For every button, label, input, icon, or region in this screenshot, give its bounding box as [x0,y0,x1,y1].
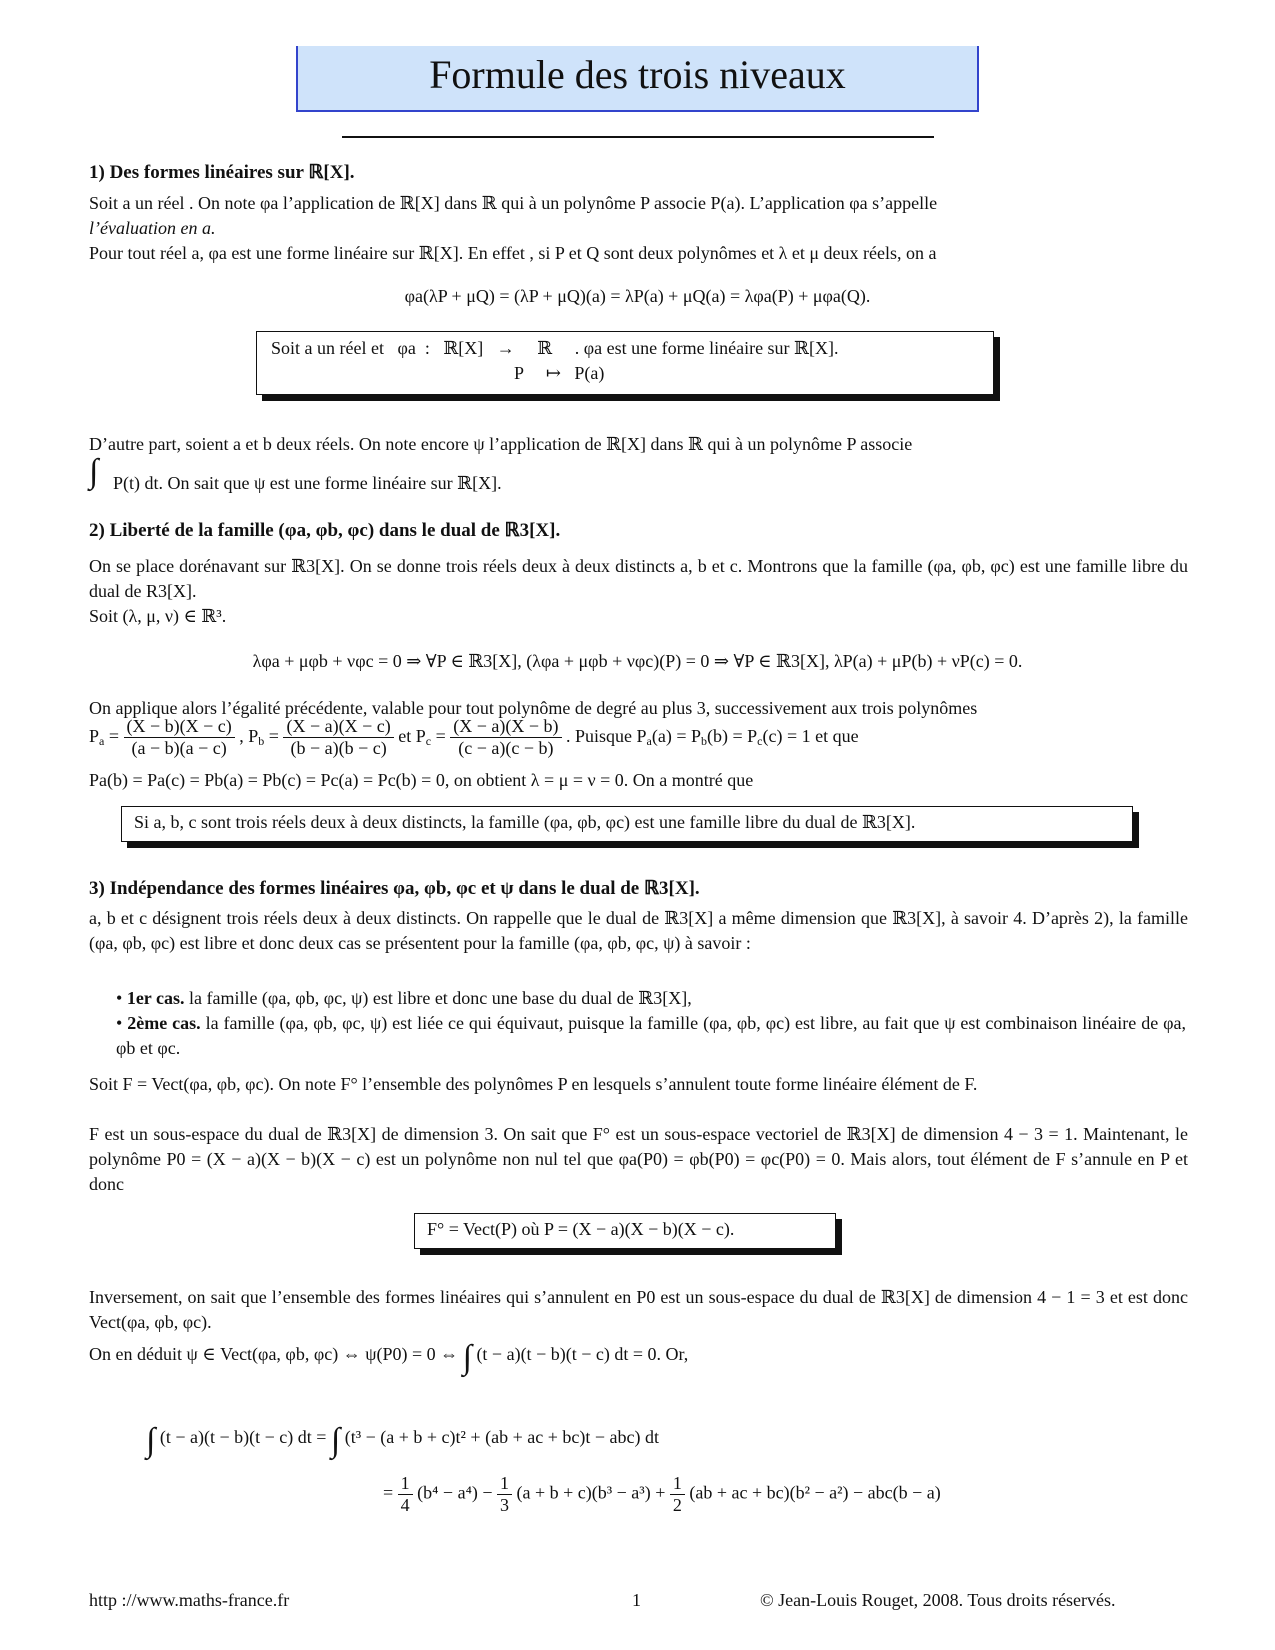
section-3-heading: 3) Indépendance des formes linéaires φa, φb, φc et ψ dans le dual de ℝ3[X]. [89,878,700,899]
s1-paragraph-1b: l’évaluation en a. [89,218,216,238]
bullet-icon: • [116,988,127,1008]
s3-bullet-1-label: 1er cas. [126,988,185,1008]
s3-equation-1: ∫ (t − a)(t − b)(t − c) dt = ∫ (t³ − (a + b + c)t² + (ab + ac + bc)t − abc) dt [146,1422,659,1459]
integral-a-b-icon: ∫ [146,1422,156,1459]
s1-paragraph-1: Soit a un réel . On note φa l’application de ℝ[X] dans ℝ qui à un polynôme P associe P(a). L’application φa s’appelle [89,193,938,213]
s3-bullet-2-label: 2ème cas. [127,1013,201,1033]
integral-a-b-icon: ∫ [89,453,99,490]
s3-equation-2: = $\frac{1}{4}$ (b⁴ − a⁴) − $\frac{1}{3}$ (a + b + c)(b³ − a³) + $\frac{1}{2}$ (ab + ac + bc)(b² − a²) − abc(b − a) [383,1473,941,1515]
title-banner [296,46,979,112]
integral-a-b-icon: ∫ [330,1422,341,1459]
s1-paragraph-2: Pour tout réel a, φa est une forme linéaire sur ℝ[X]. En effet , si P et Q sont deux polynômes et λ et μ deux réels, on a [89,243,937,263]
s1-box-line-1: Soit a un réel et φa : ℝ[X] → ℝ . φa est une forme linéaire sur ℝ[X]. [271,338,839,358]
s2-paragraph-3: On applique alors l’égalité précédente, valable pour tout polynôme de degré au plus 3, successivement aux trois polynômes [89,698,978,718]
s3-result-box [414,1213,836,1249]
frac-pc: $\frac{(X - a)(X - b)}{(c - a)(c - b)}$ [450,716,561,759]
s2-paragraph-1: On se place dorénavant sur ℝ3[X]. On se donne trois réels deux à deux distincts a, b et c. Montrons que la famille (φa, φb, φc) est une famille libre du dual de R3[X]. [89,556,1188,601]
s1-equation: φa(λP + μQ) = (λP + μQ)(a) = λP(a) + μQ(a) = λφa(P) + μφa(Q). [404,286,871,306]
footer-copyright: © Jean-Louis Rouget, 2008. Tous droits réservés. [760,1590,1116,1610]
s3-paragraph-2: Soit F = Vect(φa, φb, φc). On note F° l’ensemble des polynômes P en lesquels s’annulent toute forme linéaire élément de F. [89,1074,978,1094]
page-number: 1 [632,1590,641,1610]
section-1-heading: 1) Des formes linéaires sur ℝ[X]. [89,162,355,183]
s1-paragraph-3: D’autre part, soient a et b deux réels. On note encore ψ l’application de ℝ[X] dans ℝ qui à un polynôme P associe [89,434,913,454]
s3-paragraph-5: On en déduit ψ ∈ Vect(φa, φb, φc) ⇔ ψ(P0) = 0 ⇔ ∫ (t − a)(t − b)(t − c) dt = 0. Or, [89,1339,689,1376]
s3-bullet-1-text: la famille (φa, φb, φc, ψ) est libre et donc une base du dual de ℝ3[X], [188,988,692,1008]
bullet-icon: • [116,1013,128,1033]
integral-a-b-icon: ∫ [462,1339,472,1376]
s3-paragraph-3: F est un sous-espace du dual de ℝ3[X] de dimension 3. On sait que F° est un sous-espace vectoriel de ℝ3[X] de dimension 4 − 3 = 1. Maintenant, le polynôme P0 = (X − a)(X − b)(X − c) est un polynôme non nul tel que φa(P0) = φb(P0) = φc(P0) = 0. Mais alors, tout élément de F s’annule en P et donc [89,1124,1188,1194]
s3-bullet-2 [116,1011,1186,1061]
s1-box-line-2: P ↦ P(a) [514,363,605,383]
s3-box-text: F° = Vect(P) où P = (X − a)(X − b)(X − c). [427,1219,735,1239]
section-2-heading: 2) Liberté de la famille (φa, φb, φc) dans le dual de ℝ3[X]. [89,520,561,541]
s3-bullet-2-text: la famille (φa, φb, φc, ψ) est liée ce qui équivaut, puisque la famille (φa, φb, φc) est libre, au fait que ψ est combinaison linéaire de φa, φb et φc. [116,1013,1187,1058]
s2-paragraph-2: Soit (λ, μ, ν) ∈ ℝ³. [89,606,227,626]
s2-result-box [121,806,1133,842]
s3-bullet-1 [116,986,1176,1011]
frac-pa: $\frac{(X - b)(X - c)}{(a - b)(a - c)}$ [124,716,235,759]
frac-pb: $\frac{(X - a)(X - c)}{(b - a)(b - c)}$ [283,716,393,759]
s2-box-text: Si a, b, c sont trois réels deux à deux distincts, la famille (φa, φb, φc) est une famille libre du dual de ℝ3[X]. [134,812,916,832]
s2-paragraph-4: Pa(b) = Pa(c) = Pb(a) = Pb(c) = Pc(a) = Pc(b) = 0, on obtient λ = μ = ν = 0. On a montré que [89,770,754,790]
footer-url: http ://www.maths-france.fr [89,1590,290,1610]
s2-polynomials-line: $P_a$ = $\frac{(X - b)(X - c)}{(a - b)(a - c)}$ , $P_b$ = $\frac{(X - a)(X - c)}{(b - a)(b - c)}$ et $P_c$ = $\frac{(X - a)(X - b)}{(c - a)(c - b)}$ . Puisque $P_a(a) = P_b(b) = P_c(c) = 1$ et que [89,716,859,758]
page-title: Formule des trois niveaux [429,52,846,97]
s2-equation: λφa + μφb + νφc = 0 ⇒ ∀P ∈ ℝ3[X], (λφa + μφb + νφc)(P) = 0 ⇒ ∀P ∈ ℝ3[X], λP(a) + μP(b) + νP(c) = 0. [252,651,1023,671]
s1-result-box [256,331,994,395]
title-rule [342,136,934,138]
s1-paragraph-4: P(t) dt. On sait que ψ est une forme linéaire sur ℝ[X]. [113,473,502,493]
s3-paragraph-4: Inversement, on sait que l’ensemble des formes linéaires qui s’annulent en P0 est un sous-espace du dual de ℝ3[X] de dimension 4 − 1 = 3 et est donc Vect(φa, φb, φc). [89,1287,1188,1332]
s3-paragraph-1: a, b et c désignent trois réels deux à deux distincts. On rappelle que le dual de ℝ3[X] a même dimension que ℝ3[X], à savoir 4. D’après 2), la famille (φa, φb, φc) est libre et donc deux cas se présentent pour la famille (φa, φb, φc, ψ) à savoir : [89,908,1188,953]
